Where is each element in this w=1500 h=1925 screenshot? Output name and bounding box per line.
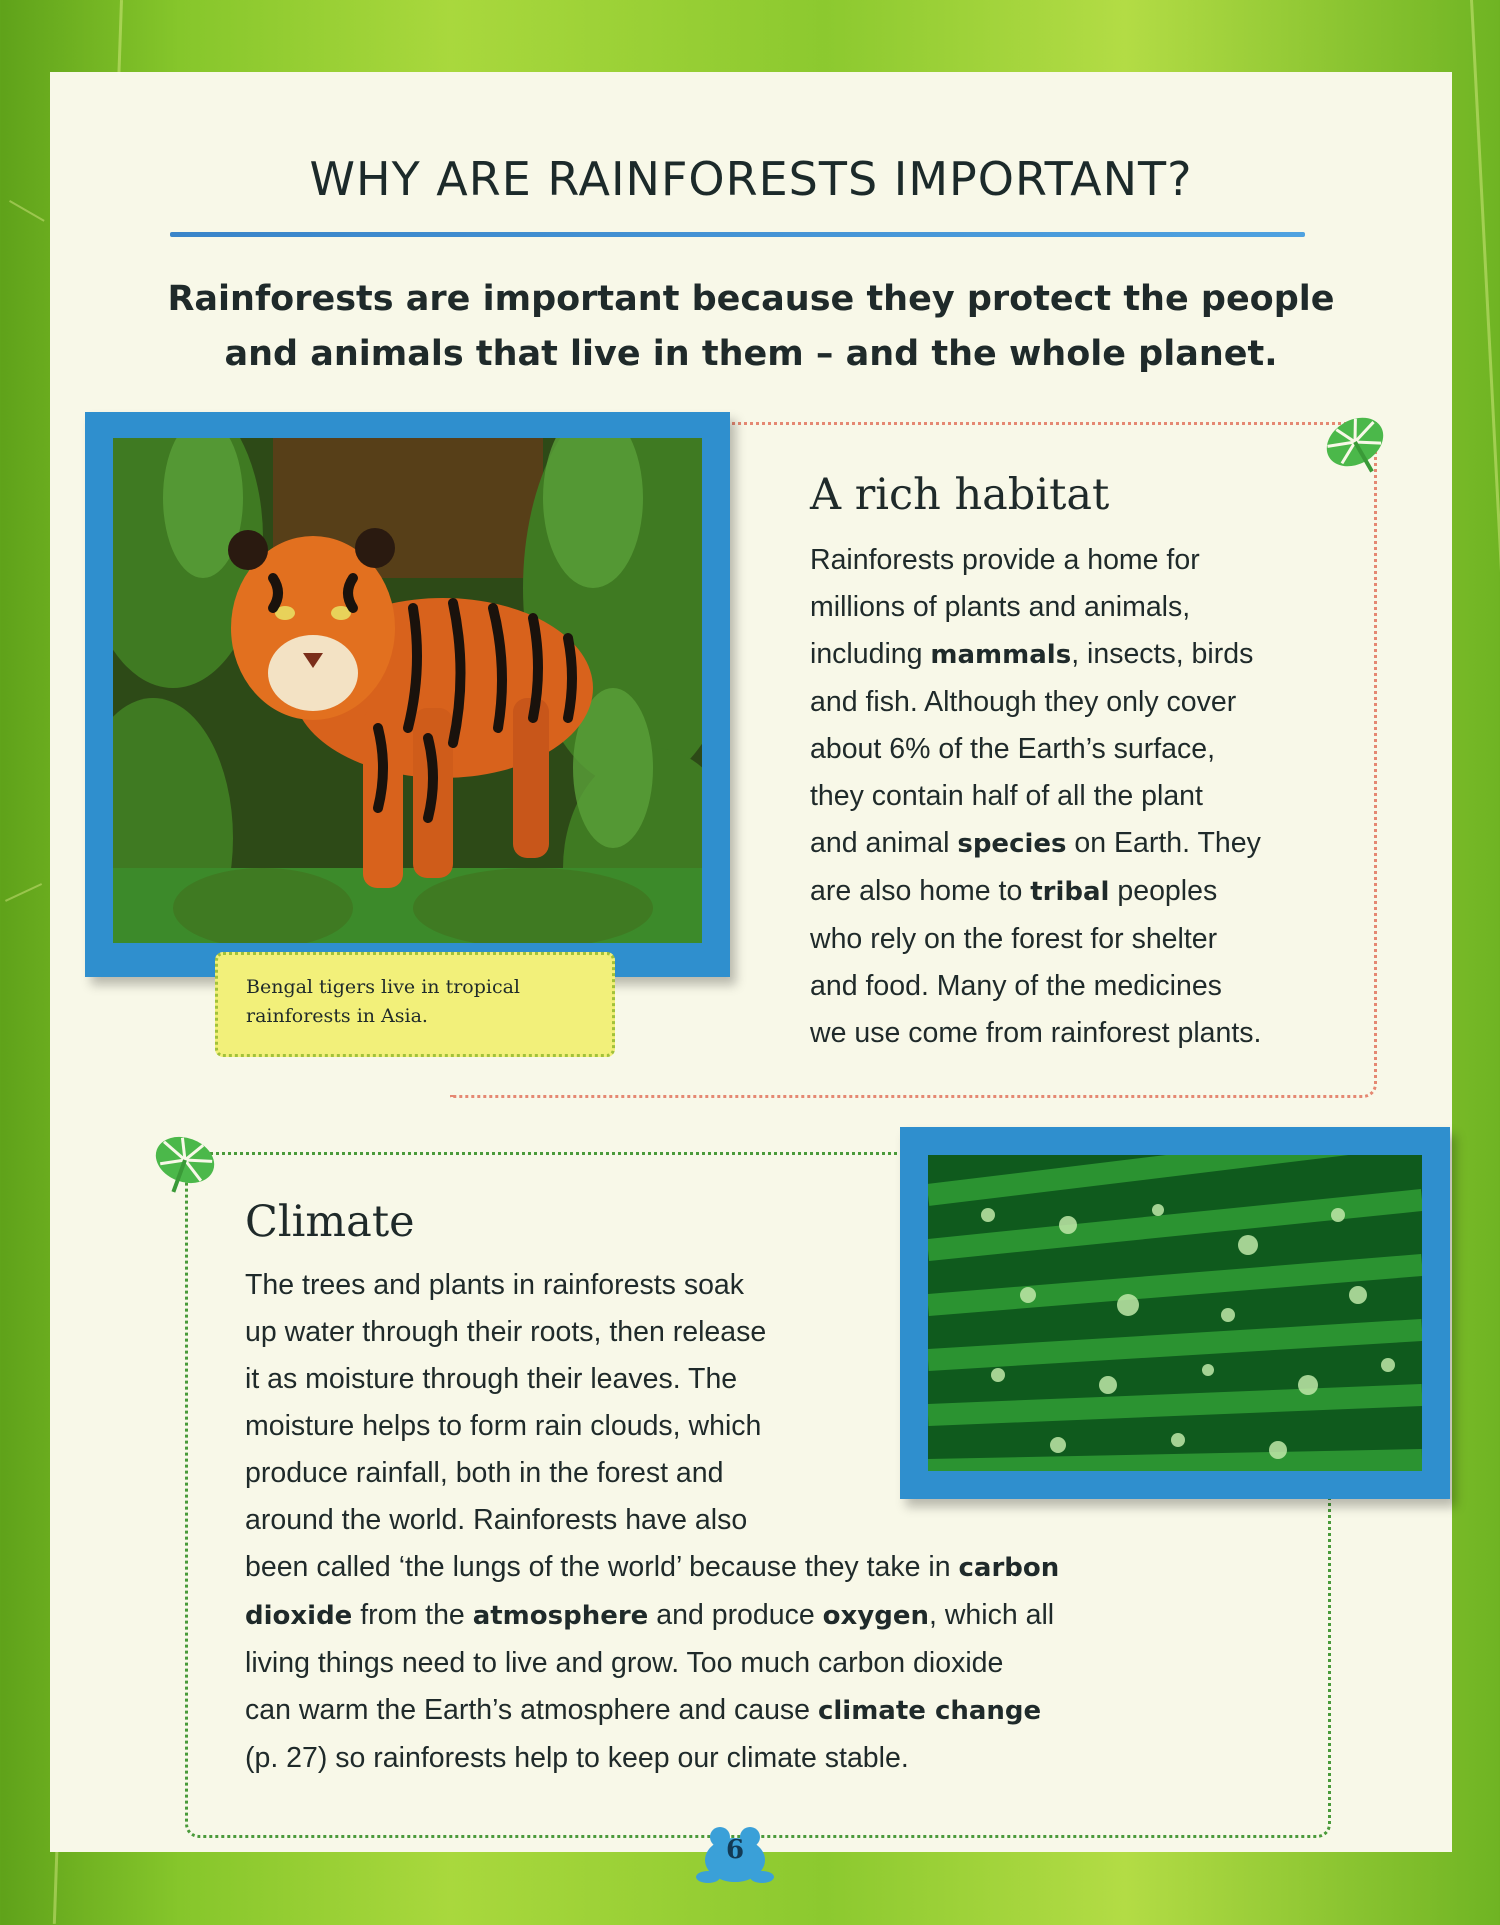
text-line xyxy=(245,1356,1059,1403)
intro-line: Rainforests are important because they protect the people xyxy=(167,279,1335,319)
text-run: from the xyxy=(352,1599,473,1631)
text-line xyxy=(245,1592,1059,1640)
bg-vein xyxy=(1470,0,1500,1922)
glossary-term: oxygen xyxy=(822,1601,929,1631)
text-line xyxy=(245,1497,1059,1544)
text-run: peoples xyxy=(1109,875,1218,907)
glossary-term: atmosphere xyxy=(472,1601,649,1631)
text-run: are also home to xyxy=(810,875,1031,907)
caption-line: Bengal tigers live in tropical xyxy=(246,976,521,998)
text-line xyxy=(810,820,1261,868)
text-run: Rainforests provide a home for xyxy=(810,544,1200,576)
page-title: WHY ARE RAINFORESTS IMPORTANT? xyxy=(309,152,1193,206)
text-run: and animal xyxy=(810,827,958,859)
text-line xyxy=(810,773,1261,820)
title-underline xyxy=(170,232,1305,237)
climate-heading: Climate xyxy=(245,1197,415,1247)
text-run: and fish. Although they only cover xyxy=(810,686,1237,718)
text-line xyxy=(245,1403,1059,1450)
text-line xyxy=(810,584,1261,631)
climate-body xyxy=(245,1262,1059,1782)
habitat-heading: A rich habitat xyxy=(810,470,1110,520)
text-run: it as moisture through their leaves. The xyxy=(245,1363,738,1395)
text-run: and produce xyxy=(648,1599,823,1631)
text-line xyxy=(245,1262,1059,1309)
page xyxy=(50,72,1452,1852)
text-run: , insects, birds xyxy=(1071,638,1254,670)
text-run: and food. Many of the medicines xyxy=(810,970,1222,1002)
text-run: up water through their roots, then release xyxy=(245,1316,767,1348)
text-run: produce rainfall, both in the forest and xyxy=(245,1457,724,1489)
glossary-term: mammals xyxy=(930,640,1072,670)
text-run: (p. 27) so rainforests help to keep our climate stable. xyxy=(245,1742,909,1774)
text-line xyxy=(810,631,1261,679)
text-line xyxy=(810,679,1261,726)
text-run: they contain half of all the plant xyxy=(810,780,1203,812)
text-line xyxy=(245,1309,1059,1356)
glossary-term: climate change xyxy=(817,1696,1042,1726)
text-run: including xyxy=(810,638,931,670)
glossary-term: carbon xyxy=(958,1553,1060,1583)
intro-line: and animals that live in them – and the whole planet. xyxy=(224,334,1278,374)
intro-text xyxy=(110,272,1392,382)
text-line xyxy=(810,963,1261,1010)
text-line xyxy=(245,1687,1059,1735)
text-line xyxy=(810,1010,1261,1057)
text-line xyxy=(810,868,1261,916)
glossary-term: tribal xyxy=(1030,877,1110,907)
text-run: we use come from rainforest plants. xyxy=(810,1017,1262,1049)
text-line xyxy=(245,1450,1059,1497)
text-line xyxy=(810,726,1261,773)
text-run: , which all xyxy=(928,1599,1055,1631)
leaf-icon xyxy=(145,1120,225,1200)
text-run: been called ‘the lungs of the world’ because they take in xyxy=(245,1551,959,1583)
text-line xyxy=(245,1544,1059,1592)
glossary-term: dioxide xyxy=(245,1601,353,1631)
text-run: millions of plants and animals, xyxy=(810,591,1191,623)
tiger-caption xyxy=(215,952,615,1057)
bg-vein xyxy=(5,883,42,902)
caption-line: rainforests in Asia. xyxy=(246,1005,428,1027)
bg-vein xyxy=(9,200,45,222)
leaf-icon xyxy=(1315,402,1395,482)
tiger-photo-frame xyxy=(85,412,730,977)
text-run: moisture helps to form rain clouds, which xyxy=(245,1410,762,1442)
text-line xyxy=(245,1640,1059,1687)
tiger-image xyxy=(113,438,702,943)
page-number: 6 xyxy=(725,1835,745,1865)
habitat-body xyxy=(810,537,1261,1057)
text-line xyxy=(245,1735,1059,1782)
tiger-photo xyxy=(113,438,702,943)
page-number-badge xyxy=(690,1815,780,1895)
text-run: on Earth. They xyxy=(1066,827,1261,859)
text-run: living things need to live and grow. Too much carbon dioxide xyxy=(245,1647,1004,1679)
text-run: The trees and plants in rainforests soak xyxy=(245,1269,745,1301)
text-run: can warm the Earth’s atmosphere and cause xyxy=(245,1694,818,1726)
text-line xyxy=(810,916,1261,963)
text-run: who rely on the forest for shelter xyxy=(810,923,1218,955)
text-run: about 6% of the Earth’s surface, xyxy=(810,733,1216,765)
text-run: around the world. Rainforests have also xyxy=(245,1504,748,1536)
text-line xyxy=(810,537,1261,584)
glossary-term: species xyxy=(957,829,1067,859)
